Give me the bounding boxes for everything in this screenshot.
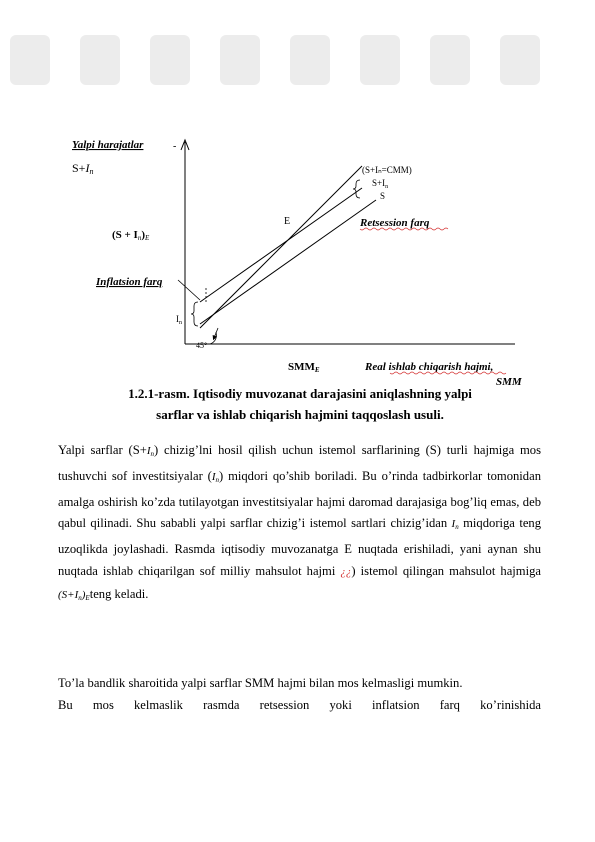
y-axis-symbol: S+In	[72, 161, 94, 176]
figure-caption	[60, 383, 540, 425]
line-s-plus-in	[200, 188, 362, 302]
symbol-s-plus-in-e: $(S+I_n)_E$	[58, 588, 90, 602]
x-axis-smm-label: SMME	[288, 361, 320, 374]
body-paragraph-2: To’la bandlik sharoitida yalpi sarflar SMM hajmi bilan mos kelmasligi mumkin.	[58, 676, 463, 690]
equilibrium-level-label: (S + In)E	[112, 229, 150, 242]
inflation-arrow	[178, 280, 200, 300]
angle-label: 45°	[196, 341, 208, 350]
watermark	[0, 30, 595, 90]
symbol-in-2: $I_n$	[211, 470, 220, 484]
y-axis-title-dash: -	[173, 141, 177, 152]
label-line-s-plus-in: $S+I_n$	[372, 178, 389, 190]
line-45-degree	[200, 166, 362, 328]
broken-formula-glyph: ¿¿	[340, 565, 352, 578]
caption-line-2: sarflar va ishlab chiqarish hajmini taqqoslash usuli.	[156, 407, 444, 422]
x-axis-title-abbrev: SMM	[496, 376, 522, 388]
symbol-in-1: $I_n$	[146, 445, 154, 458]
label-line-s: S	[380, 191, 386, 201]
recession-gap-label: Retsession farq	[360, 217, 430, 229]
inflation-gap-label: Inflatsion farq	[96, 276, 163, 288]
point-e-label: E	[284, 216, 291, 227]
body-paragraph-1	[58, 440, 541, 610]
para1-text-3: ) miqdori qo’shib boriladi. Bu o’rinda tadbirkorlar tomonidan amalga oshirish ko’zda tutilayotgan investitsiyalar hajmi daromad darajasiga bog’liq emas, deb qabul qilinadi. Shu sababli yalpi sarflar chizig’i istemol sartlari chizig’idan	[58, 468, 541, 531]
para1-text-1: Yalpi sarflar (S+	[58, 443, 147, 457]
x-axis-title: Real ishlab chiqarish hajmi,	[365, 361, 494, 373]
body-paragraph-3: Bu mos kelmaslik rasmda retsession yoki inflatsion farq ko’rinishida	[58, 698, 541, 712]
aggregate-expenditure-figure	[60, 130, 540, 390]
in-mark-label: $I_n$	[176, 314, 182, 326]
caption-line-1: 1.2.1-rasm. Iqtisodiy muvozanat darajasini aniqlashning yalpi	[128, 386, 472, 401]
symbol-in-3: $I_n$	[451, 518, 459, 532]
para1-text-4: miqdoriga teng uzoqlikda joylashadi. Rasmda iqtisodiy muvozanatga E nuqtada erishiladi, yani aynan shu nuqtada ishlab chiqarilgan sof milliy mahsulot hajmi	[58, 516, 541, 578]
figure-svg	[60, 130, 540, 390]
in-brace-lower	[191, 302, 198, 326]
para1-text-6: teng keladi.	[89, 586, 149, 601]
label-line-smm: (S+Iₙ=CMM)	[362, 165, 412, 175]
y-axis-title: Yalpi harajatlar	[72, 139, 144, 151]
para1-text-5: ) istemol qilingan mahsulot hajmiga	[351, 563, 541, 578]
para1-text-2: ) chizig’lni hosil qilish uchun istemol sarflarining (S) turli hajmiga mos tushuvchi sof investitsiyalar (	[58, 443, 541, 483]
in-brace-upper	[353, 180, 360, 198]
